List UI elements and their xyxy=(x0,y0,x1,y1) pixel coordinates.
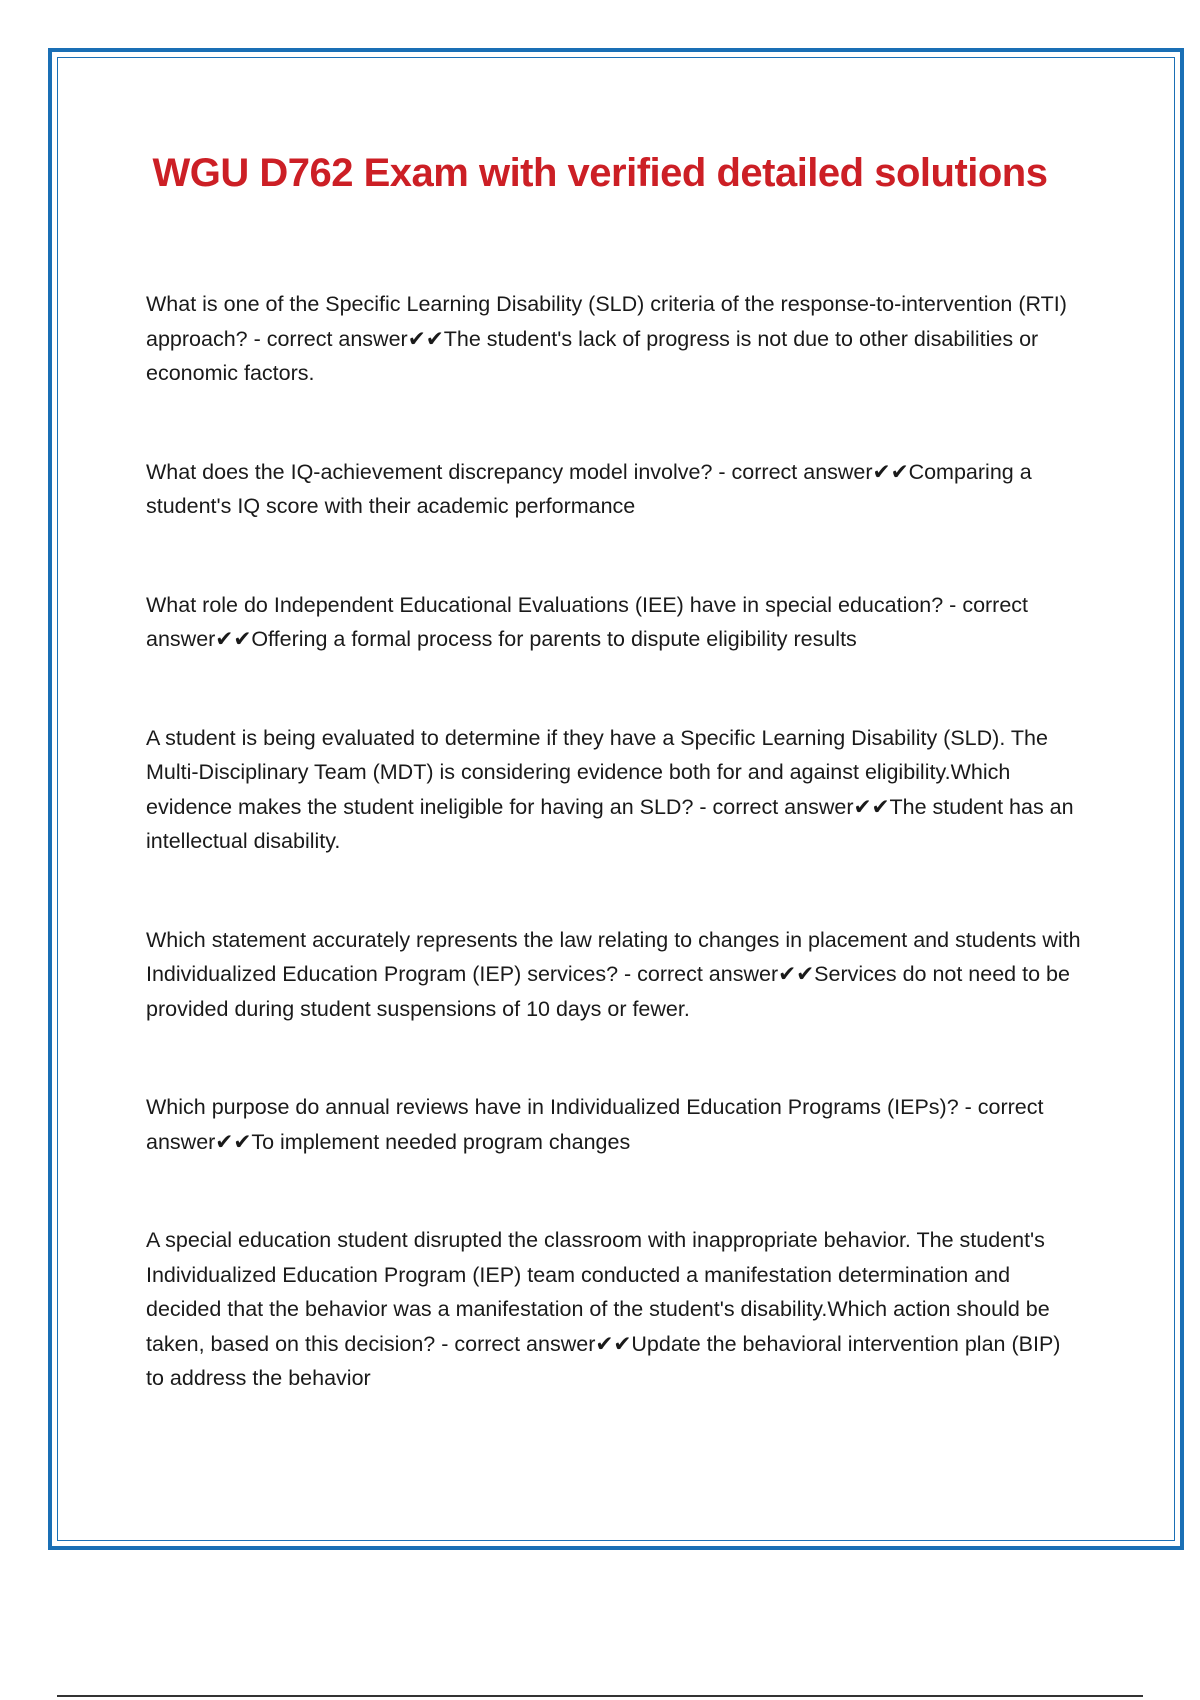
footer-divider xyxy=(57,1695,1143,1697)
qa-item-5: Which statement accurately represents the law relating to changes in placement and students with Individualized Education Program (IEP) services? - correct answer✔✔Services do not need to be provided during student suspensions of 10 days or fewer. xyxy=(146,927,1081,1021)
document-title: WGU D762 Exam with verified detailed solutions xyxy=(152,151,1048,195)
qa-item-7: A special education student disrupted the classroom with inappropriate behavior. The student's Individualized Education Program (IEP) team conducted a manifestation determination and decided that the behavior was a manifestation of the student's disability.Which action should be taken, based on this decision? - correct answer✔✔Update the behavioral intervention plan (BIP) to address the behavior xyxy=(146,1228,1061,1390)
qa-item-1: What is one of the Specific Learning Disability (SLD) criteria of the response-to-intervention (RTI) approach? - correct answer✔✔The student's lack of progress is not due to other disabilities or economic factors. xyxy=(146,292,1067,385)
qa-item-4: A student is being evaluated to determine if they have a Specific Learning Disability (SLD). The Multi-Disciplinary Team (MDT) is considering evidence both for and against eligibility.Which evidence makes the student ineligible for having an SLD? - correct answer✔✔The student has an intellectual disability. xyxy=(146,725,1074,853)
qa-item-6: Which purpose do annual reviews have in Individualized Education Programs (IEPs)? - correct answer✔✔To implement needed program changes xyxy=(146,1095,1044,1154)
qa-list xyxy=(146,287,1081,1396)
qa-item-2: What does the IQ-achievement discrepancy model involve? - correct answer✔✔Comparing a student's IQ score with their academic performance xyxy=(146,459,1032,518)
qa-item-3: What role do Independent Educational Evaluations (IEE) have in special education? - correct answer✔✔Offering a formal process for parents to dispute eligibility results xyxy=(146,592,1029,651)
